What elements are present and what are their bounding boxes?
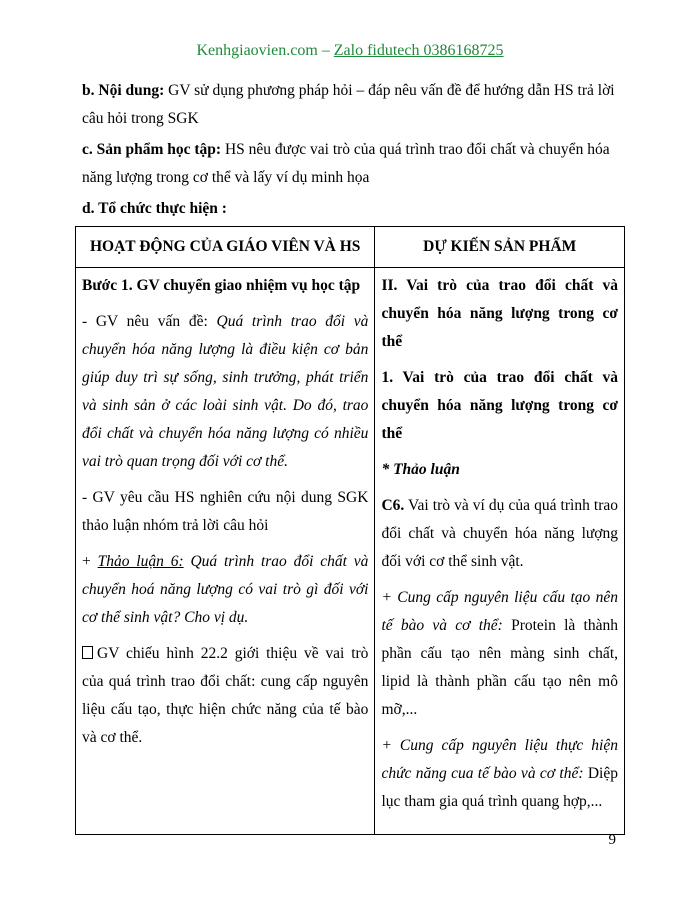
section-b (82, 77, 622, 133)
section-b-label: b. Nội dung: (82, 82, 165, 99)
activity-table (75, 226, 625, 835)
expected-product-cell (375, 268, 625, 835)
c6-answer (381, 492, 618, 576)
c6-text: Vai trò và ví dụ của quá trình trao đổi chất và chuyển hóa năng lượng đối với cơ thể sinh vật. (381, 497, 618, 570)
left-para-1-prefix: - GV nêu vấn đề: (82, 313, 217, 330)
role-1-title: + Cung cấp nguyên liệu cấu tạo nên tế bào và cơ thể: (381, 589, 618, 634)
site-link[interactable]: Kenhgiaovien.com (196, 42, 318, 59)
header-teacher-activity: HOẠT ĐỘNG CỦA GIÁO VIÊN VÀ HS (76, 227, 375, 268)
left-para-4 (82, 640, 368, 752)
role-2 (381, 732, 618, 816)
left-para-3-text: Quá trình trao đổi chất và chuyển hoá năng lượng có vai trò gì đối với cơ thể sinh vật? Cho vị dụ. (82, 553, 369, 626)
c6-label: C6. (381, 497, 405, 514)
discussion-label: * Thảo luận (381, 461, 460, 478)
page-header (0, 42, 700, 60)
left-para-3-prefix: + (82, 553, 98, 570)
section-b-text: GV sử dụng phương pháp hỏi – đáp nêu vấn đề để hướng dẫn HS trả lời câu hỏi trong SGK (82, 82, 615, 127)
role-2-text: Diệp lục tham gia quá trình quang hợp,... (381, 765, 618, 810)
section-d (82, 195, 622, 223)
discussion-6-label: Thảo luận 6: (97, 553, 184, 570)
left-para-1-italic: Quá trình trao đổi và chuyển hóa năng lượng là điều kiện cơ bản giúp duy trì sự sống, sinh trưởng, phát triển và sinh sản ở các loài sinh vật. Do đó, trao đổi chất và chuyển hóa năng lượng có nhiều vai trò quan trọng đối với cơ thể. (82, 313, 369, 470)
header-expected-product: DỰ KIẾN SẢN PHẨM (375, 227, 625, 268)
section-d-label: d. Tổ chức thực hiện : (82, 200, 227, 217)
section-c (82, 136, 622, 192)
left-para-4-text: GV chiếu hình 22.2 giới thiệu về vai trò của quá trình trao đổi chất: cung cấp nguyên liệu cấu tạo, thực hiện chức năng của tế bào và cơ thể. (82, 645, 369, 746)
left-para-1 (82, 308, 368, 476)
heading-1: 1. Vai trò của trao đổi chất và chuyển hóa năng lượng trong cơ thể (381, 369, 618, 442)
checkbox-icon (82, 646, 93, 659)
zalo-link[interactable]: Zalo fidutech 0386168725 (333, 42, 504, 59)
teacher-activity-cell (76, 268, 375, 835)
page-number: 9 (608, 832, 616, 848)
role-1-text: Protein là thành phần cấu tạo nên màng sinh chất, lipid là thành phần cấu tạo nên mô mỡ,... (381, 617, 618, 718)
header-separator: – (317, 42, 334, 59)
left-para-2: - GV yêu cầu HS nghiên cứu nội dung SGK thảo luận nhóm trả lời câu hỏi (82, 489, 369, 534)
heading-section-2: II. Vai trò của trao đổi chất và chuyển hóa năng lượng trong cơ thể (381, 277, 618, 350)
step-1: Bước 1. GV chuyển giao nhiệm vụ học tập (82, 277, 361, 294)
left-para-3 (82, 548, 368, 632)
table-row (76, 268, 625, 835)
section-c-text: HS nêu được vai trò của quá trình trao đổi chất và chuyển hóa năng lượng trong cơ thể và lấy ví dụ minh họa (82, 141, 610, 186)
role-1 (381, 584, 618, 724)
table-header-row (76, 227, 625, 268)
section-c-label: c. Sản phẩm học tập: (82, 141, 222, 158)
role-2-title: + Cung cấp nguyên liệu thực hiện chức năng cua tế bào và cơ thể: (381, 737, 618, 782)
